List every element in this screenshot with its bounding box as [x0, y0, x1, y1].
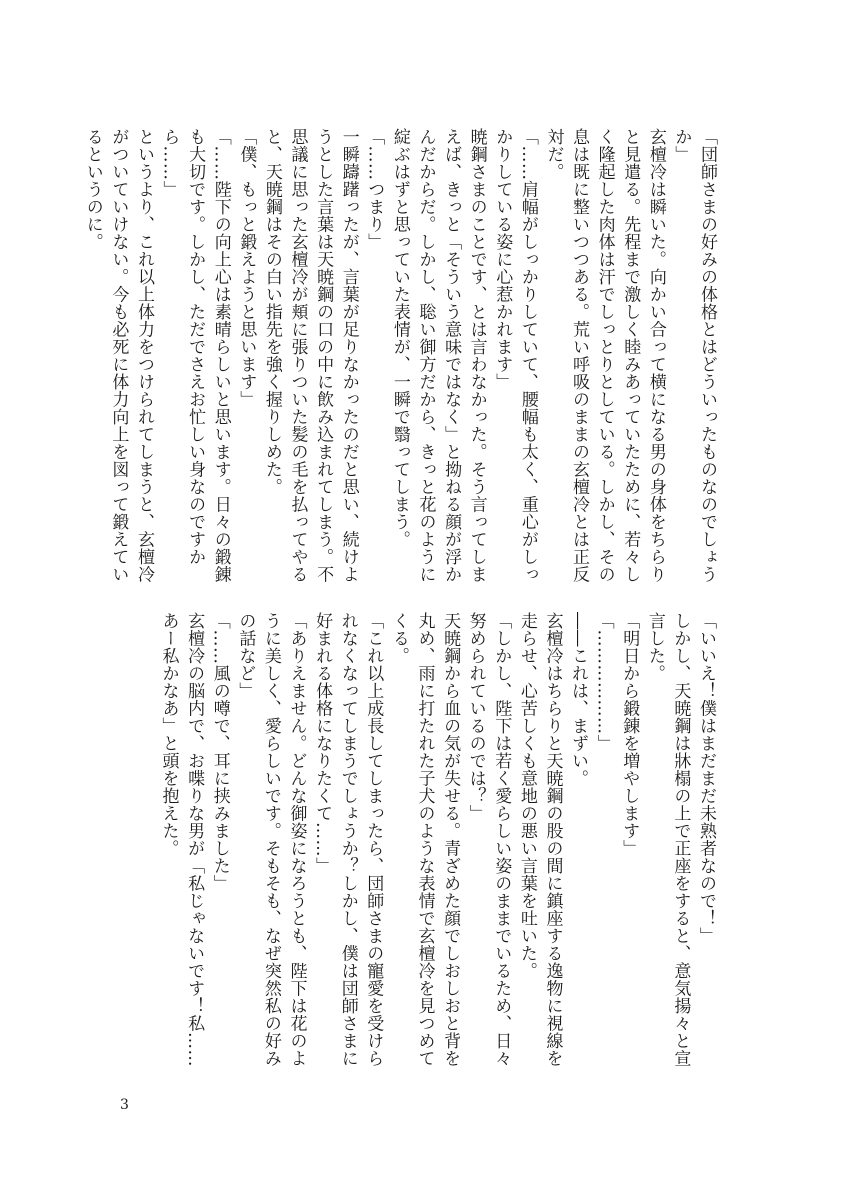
- text-block-bottom: [124, 612, 718, 1078]
- text-block-top: [82, 128, 719, 594]
- paragraph: 玄檀冷はちらりと天暁鋼の股の間に鎮座する逸物に視線を走らせ、心苦しくも意地の悪い言葉を吐いた。: [516, 612, 563, 1067]
- paragraph: 暁鋼さまのことです、とは言わなかった。そう言ってしまえば、きっと「そういう意味ではなく」と拗ねる顔が浮かんだからだ。しかし、聡い御方だから、きっと花のように綻ぶはずと思っていた表情が、一瞬で翳ってしまう。: [389, 128, 487, 583]
- paragraph: 「……つまり」: [364, 128, 385, 251]
- paragraph: 「……風の噂で、耳に挟みました」: [209, 612, 230, 892]
- paragraph: 「……肩幅がしっかりしていて、腰幅も太く、重心がしっかりしている姿に心惹かれます」: [492, 128, 538, 583]
- paragraph: 玄檀冷の脳内で、お喋りな男が「私じゃないです！私……あー私かなあ」と頭を抱えた。: [158, 612, 205, 1067]
- paragraph: 一瞬躊躇ったが、言葉が足りなかったのだと思い、続けようとした言葉は天暁鋼の口の中に飲み込まれてしまう。不思議に思った玄檀冷が頬に張りついた髪の毛を払ってやると、天暁鋼はその白い指先を強く握りしめた。: [261, 128, 359, 583]
- paragraph: 天暁鋼から血の気が失せる。青ざめた顔でしおしおと背を丸め、雨に打たれた子犬のような表情で玄檀冷を見つめてくる。: [388, 612, 461, 1067]
- paragraph: 「……陛下の向上心は素晴らしいと思います。日々の鍛錬も大切です。しかし、ただでさえお忙しい身なのですから……」: [159, 128, 231, 583]
- paragraph: というより、これ以上体力をつけられてしまうと、玄檀冷がついていけない。今も必死に体力向上を図って鍛えているというのに。: [82, 128, 154, 583]
- paragraph: 玄檀冷は瞬いた。向かい合って横になる男の身体をちらりと見遣る。先程まで激しく睦みあっていたために、若々しく隆起した肉体は汗でしっとりとしている。しかし、その息は既に整いつつある。荒い呼吸のままの玄檀冷とは正反対だ。: [543, 128, 666, 583]
- paragraph: 「いいえ！僕はまだまだ未熟者なので！」: [696, 612, 716, 945]
- paragraph: 「これ以上成長してしまったら、団師さまの寵愛を受けられなくなってしまうでしょうか？しかし、僕は団師さまに好まれる体格になりたくて……」: [312, 612, 384, 1067]
- paragraph: しかし、天暁鋼は牀榻の上で正座をすると、意気揚々と宣言した。: [644, 612, 691, 1067]
- page-number: 3: [120, 1097, 129, 1113]
- paragraph: 「僕、もっと鍛えようと思います」: [236, 128, 257, 408]
- paragraph: 「………………」: [593, 612, 614, 752]
- paragraph: ――これは、まずい。: [568, 612, 589, 787]
- paragraph: 「しかし、陛下は若く愛らしい姿のままでいるため、日々努められているのでは？」: [465, 612, 512, 1067]
- paragraph: 「ありえません。どんな御姿になろうとも、陛下は花のように美しく、愛らしいです。そもそも、なぜ突然私の好みの話など」: [235, 612, 307, 1067]
- paragraph: 「明日から鍛錬を増やします」: [619, 612, 640, 857]
- paragraph: 「団師さまの好みの体格とはどういったものなのでしょうか」: [671, 128, 717, 583]
